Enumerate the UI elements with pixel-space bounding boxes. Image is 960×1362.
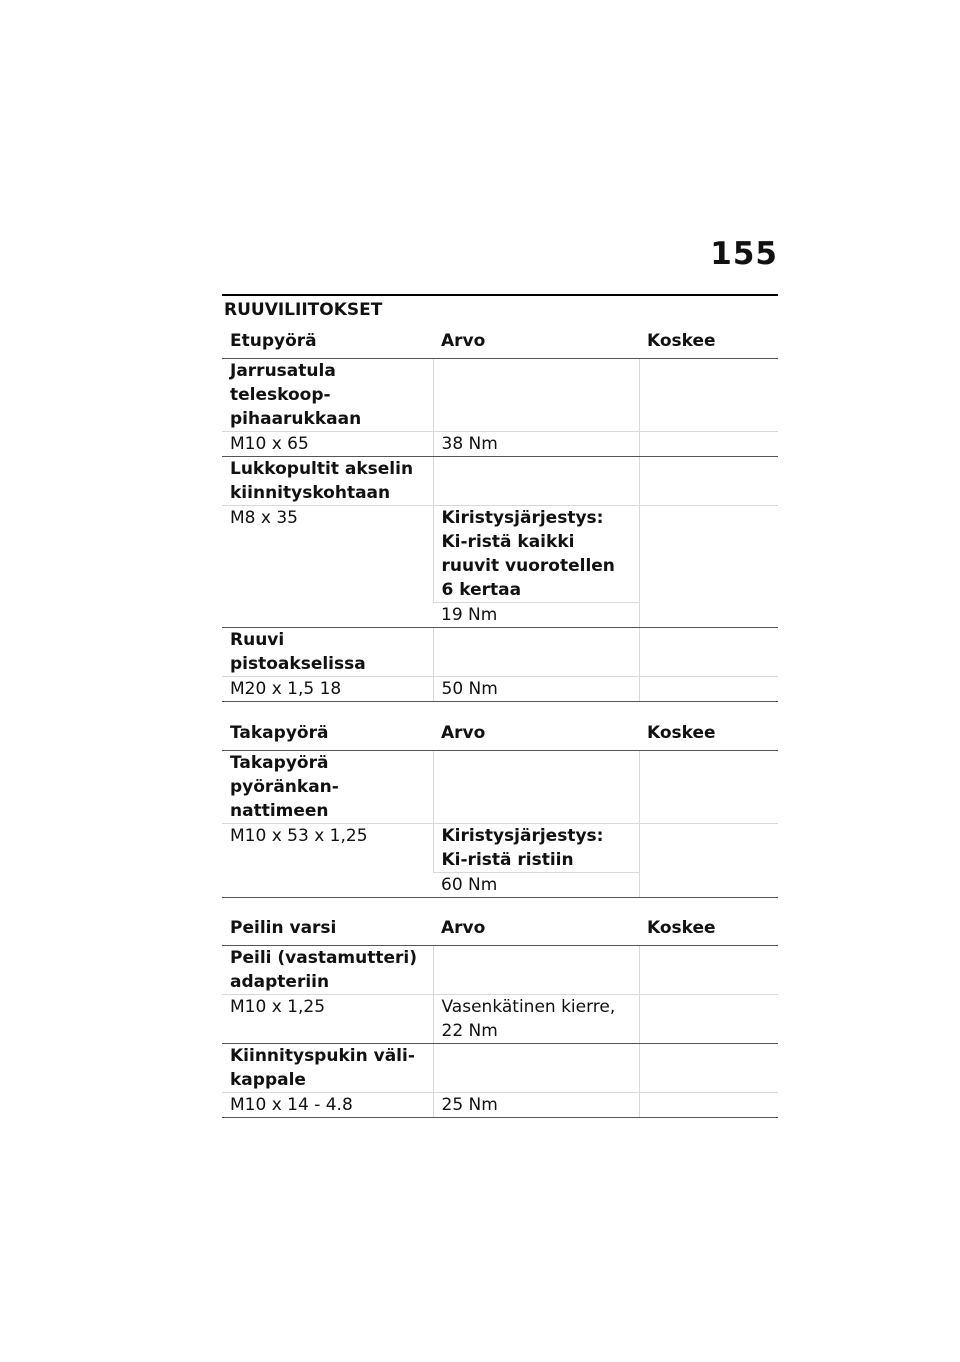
- value-cell: 60 Nm: [433, 872, 639, 897]
- table-gap: [222, 702, 778, 716]
- value-cell: 25 Nm: [433, 1093, 639, 1118]
- applies-cell: [639, 946, 778, 995]
- header-cell: Arvo: [433, 716, 639, 751]
- table-row: [222, 750, 778, 823]
- table-row: [222, 1093, 778, 1118]
- value-cell: [433, 457, 639, 506]
- header-cell: Koskee: [639, 716, 778, 751]
- applies-cell: [639, 823, 778, 897]
- table-row: [222, 359, 778, 432]
- spec-cell: M8 x 35: [222, 506, 433, 628]
- applies-cell: [639, 1093, 778, 1118]
- table-header-row: [222, 716, 778, 751]
- value-cell: [433, 946, 639, 995]
- header-cell: Arvo: [433, 324, 639, 359]
- part-label: Jarrusatula teleskoop-pihaarukkaan: [222, 359, 433, 432]
- instruction-cell: Kiristysjärjestys: Ki-ristä ristiin: [433, 823, 639, 872]
- part-label: Ruuvi pistoakselissa: [222, 628, 433, 677]
- header-cell: Koskee: [639, 911, 778, 946]
- value-cell: 50 Nm: [433, 677, 639, 702]
- table-row: [222, 946, 778, 995]
- torque-section: [222, 294, 778, 1118]
- value-cell: [433, 1044, 639, 1093]
- table-row: [222, 628, 778, 677]
- value-cell: Vasenkätinen kierre, 22 Nm: [433, 995, 639, 1044]
- applies-cell: [639, 995, 778, 1044]
- spec-cell: M10 x 14 - 4.8: [222, 1093, 433, 1118]
- value-cell: [433, 750, 639, 823]
- applies-cell: [639, 432, 778, 457]
- header-cell: Arvo: [433, 911, 639, 946]
- table-row: [222, 457, 778, 506]
- spec-cell: M10 x 1,25: [222, 995, 433, 1044]
- part-label: Lukkopultit akselin kiinnityskohtaan: [222, 457, 433, 506]
- applies-cell: [639, 750, 778, 823]
- table-header-row: [222, 911, 778, 946]
- part-label: Takapyörä pyöränkan-nattimeen: [222, 750, 433, 823]
- page-number: 155: [710, 236, 778, 272]
- part-label: Peili (vastamutteri) adapteriin: [222, 946, 433, 995]
- table-row: [222, 823, 778, 872]
- table-row: [222, 1044, 778, 1093]
- applies-cell: [639, 506, 778, 628]
- spec-cell: M20 x 1,5 18: [222, 677, 433, 702]
- value-cell: [433, 359, 639, 432]
- header-cell: Etupyörä: [222, 324, 433, 359]
- header-cell: Takapyörä: [222, 716, 433, 751]
- part-label: Kiinnityspukin väli-kappale: [222, 1044, 433, 1093]
- spec-cell: M10 x 65: [222, 432, 433, 457]
- applies-cell: [639, 628, 778, 677]
- header-cell: Koskee: [639, 324, 778, 359]
- instruction-cell: Kiristysjärjestys: Ki-ristä kaikki ruuvit vuorotellen 6 kertaa: [433, 506, 639, 603]
- header-cell: Peilin varsi: [222, 911, 433, 946]
- value-cell: [433, 628, 639, 677]
- applies-cell: [639, 457, 778, 506]
- spec-cell: M10 x 53 x 1,25: [222, 823, 433, 897]
- applies-cell: [639, 359, 778, 432]
- value-cell: 19 Nm: [433, 603, 639, 628]
- table-row: [222, 432, 778, 457]
- applies-cell: [639, 1044, 778, 1093]
- table-row: [222, 506, 778, 603]
- table-gap: [222, 897, 778, 911]
- table-row: [222, 995, 778, 1044]
- section-title: RUUVILIITOKSET: [224, 300, 383, 320]
- table-row: [222, 677, 778, 702]
- spec-table: [222, 324, 778, 1118]
- table-header-row: [222, 324, 778, 359]
- applies-cell: [639, 677, 778, 702]
- value-cell: 38 Nm: [433, 432, 639, 457]
